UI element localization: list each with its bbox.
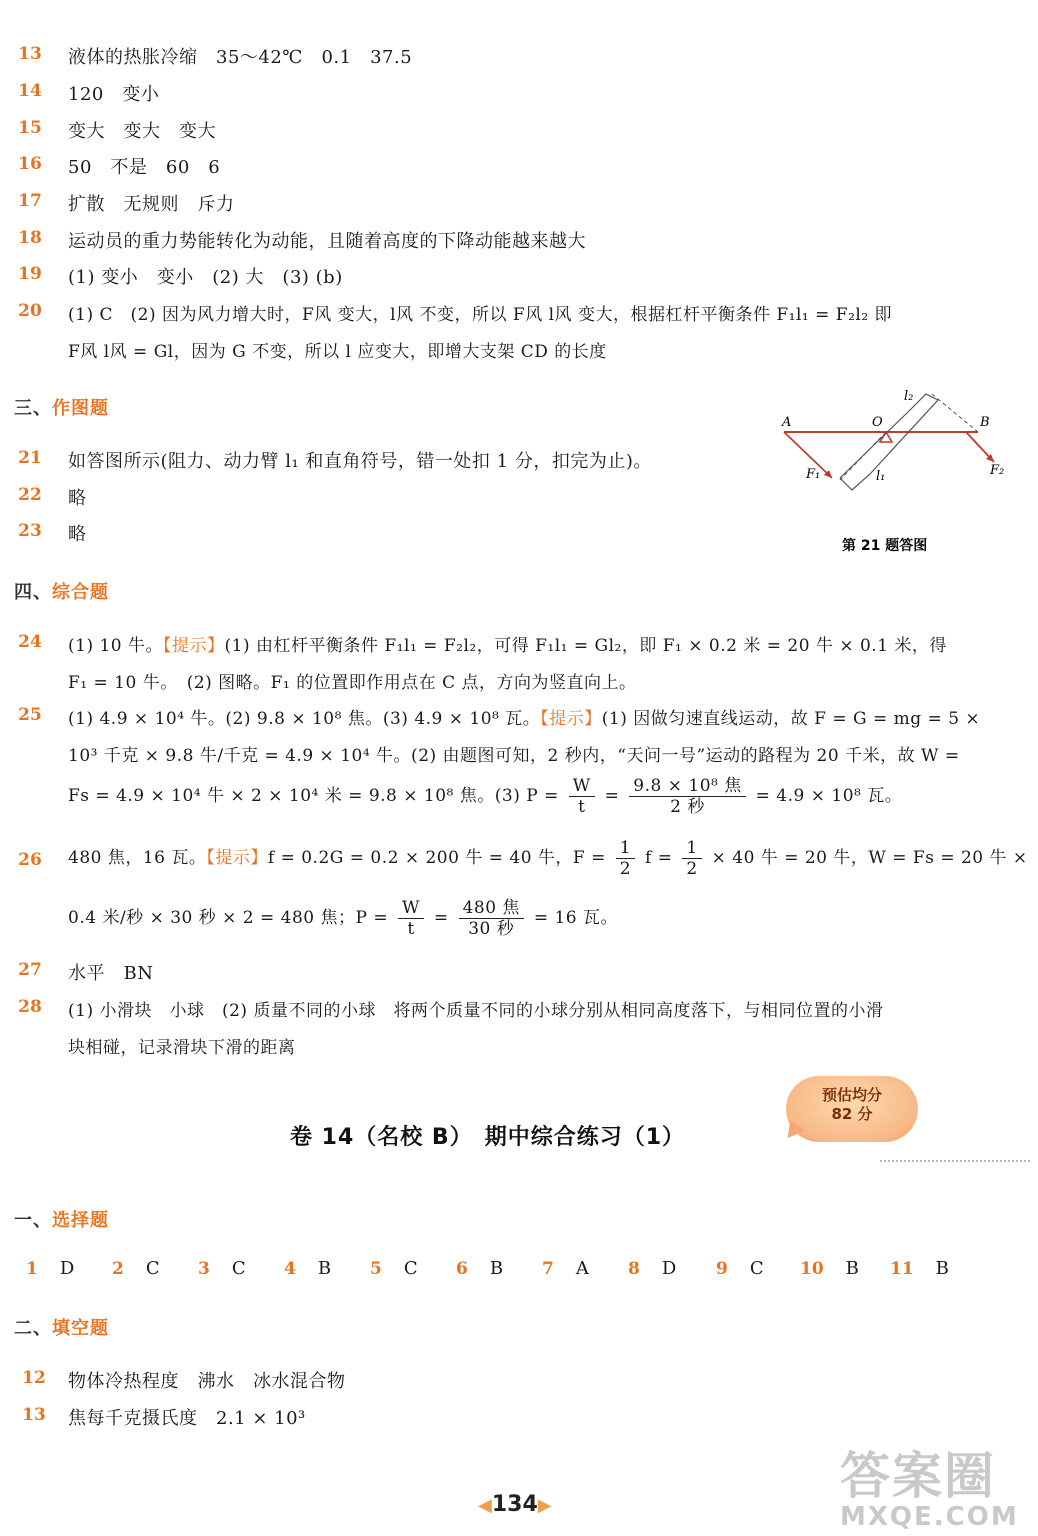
answer-text: 液体的热胀冷缩 35～42℃ 0.1 37.5 <box>68 47 413 68</box>
question-number: 14 <box>18 81 42 101</box>
question-number: 13 <box>22 1405 46 1425</box>
label-F1: F₁ <box>806 467 821 482</box>
answer-text: F₁ = 10 牛。 (2) 图略。F₁ 的位置即作用点在 C 点，方向为竖直向上。 <box>68 673 637 693</box>
lever-diagram <box>770 380 1020 560</box>
watermark <box>840 1436 1030 1532</box>
question-number: 28 <box>18 997 42 1017</box>
hint-text: (1) 因做匀速直线运动，故 F = G = mg = 5 × <box>601 709 981 729</box>
label-F2: F₂ <box>990 463 1005 478</box>
answer-text: (1) 小滑块 小球 (2) 质量不同的小球 将两个质量不同的小球分别从相同高度落下，与相同位置的小滑 <box>68 1001 884 1021</box>
answer-formula <box>68 838 1028 879</box>
section-label: 选择题 <box>52 1210 109 1231</box>
score-badge <box>786 1076 918 1142</box>
answer-text: 焦每千克摄氏度 2.1 × 10³ <box>68 1408 306 1429</box>
hint-text: (1) 由杠杆平衡条件 F₁l₁ = F₂l₂，可得 F₁l₁ = Gl₂，即 F₁ × 0.2 米 = 20 牛 × 0.1 米，得 <box>224 636 947 656</box>
mc-answer: 10 B <box>800 1258 859 1279</box>
lever-arm-l2 <box>932 394 978 432</box>
section-label: 作图题 <box>52 398 109 419</box>
exam-title: 卷 14（名校 B） 期中综合练习（1） <box>290 1125 686 1150</box>
equals-sign: = <box>433 908 449 928</box>
badge-label: 预估均分 <box>821 1086 882 1104</box>
mc-answer: 1 D <box>26 1258 75 1279</box>
question-number: 18 <box>18 228 42 248</box>
watermark-logo: 答案圈 <box>840 1447 996 1505</box>
fraction: $\frac{W}{t}$ <box>398 898 424 939</box>
mc-answer: 3 C <box>198 1258 246 1279</box>
mc-answer: 4 B <box>284 1258 332 1279</box>
fraction: $\frac{W}{t}$ <box>569 776 595 817</box>
mc-answer: 7 A <box>542 1258 589 1279</box>
question-number: 16 <box>18 154 42 174</box>
section-heading <box>14 394 109 420</box>
fraction: $\frac{1}{2}$ <box>616 838 635 879</box>
label-l1: l₁ <box>876 469 886 484</box>
answer-text: 块相碰，记录滑块下滑的距离 <box>68 1038 296 1058</box>
formula-text: Fs = 4.9 × 10⁴ 牛 × 2 × 10⁴ 米 = 9.8 × 10⁸ 焦。(3) P = <box>68 786 559 806</box>
answer-text: 略 <box>68 488 87 509</box>
answer-text: 如答图所示(阻力、动力臂 l₁ 和直角符号，错一处扣 1 分，扣完为止)。 <box>68 451 652 472</box>
answer-text <box>68 704 980 729</box>
question-number: 19 <box>18 264 42 284</box>
section-label: 填空题 <box>52 1318 109 1339</box>
watermark-url: MXQE.COM <box>840 1502 1019 1532</box>
mc-answer: 2 C <box>112 1258 160 1279</box>
question-number: 22 <box>18 485 42 505</box>
formula-text: 0.4 米/秒 × 30 秒 × 2 = 480 焦；P = <box>68 908 389 928</box>
hint-label: 【提示】 <box>163 636 225 656</box>
answer-text: 物体冷热程度 沸水 冰水混合物 <box>68 1371 346 1392</box>
divider <box>880 1160 1030 1162</box>
question-number: 23 <box>18 521 42 541</box>
hint-label: 【提示】 <box>540 709 602 729</box>
question-number: 26 <box>18 850 42 870</box>
mc-answer: 8 D <box>628 1258 677 1279</box>
question-number: 27 <box>18 960 42 980</box>
equals-sign: = <box>604 786 620 806</box>
answer-text: 50 不是 60 6 <box>68 157 221 178</box>
answer-text <box>68 631 947 656</box>
answer-text: 120 变小 <box>68 84 160 105</box>
question-number: 12 <box>22 1368 46 1388</box>
answer-text: (1) C (2) 因为风力增大时，F风 变大，l风 不变，所以 F风 l风 变大，根据杠杆平衡条件 F₁l₁ = F₂l₂ 即 <box>68 305 893 325</box>
figure-caption: 第 21 题答图 <box>842 538 928 554</box>
question-number: 15 <box>18 118 42 138</box>
formula-text: f = <box>645 848 673 868</box>
mc-answer: 11 B <box>890 1258 949 1279</box>
answer-text: 变大 变大 变大 <box>68 121 216 142</box>
fraction: $\frac{1}{2}$ <box>682 838 701 879</box>
section-heading <box>14 578 109 604</box>
section-prefix: 三、 <box>14 398 52 419</box>
question-number: 21 <box>18 448 42 468</box>
answer-text: 运动员的重力势能转化为动能，且随着高度的下降动能越来越大 <box>68 231 586 252</box>
answer-main: (1) 4.9 × 10⁴ 牛。(2) 9.8 × 10⁸ 焦。(3) 4.9 × 10⁸ 瓦。 <box>68 709 541 729</box>
fraction: $\frac{\text{9.8 × 10⁸ 焦}}{\text{2 秒}}$ <box>629 776 745 817</box>
section-prefix: 一、 <box>14 1210 52 1231</box>
question-number: 24 <box>18 632 42 652</box>
formula-result: = 4.9 × 10⁸ 瓦。 <box>755 786 903 806</box>
mc-answer: 6 B <box>456 1258 504 1279</box>
answer-text: (1) 变小 变小 (2) 大 (3) (b) <box>68 267 343 288</box>
answer-main: (1) 10 牛。 <box>68 636 164 656</box>
right-arrow-icon: ▶ <box>537 1495 552 1516</box>
answer-text: F风 l风 = Gl，因为 G 不变，所以 l 应变大，即增大支架 CD 的长度 <box>68 342 607 362</box>
answer-formula <box>68 898 618 939</box>
mc-answer: 9 C <box>716 1258 764 1279</box>
answer-main: 480 焦，16 瓦。 <box>68 848 207 868</box>
answer-formula <box>68 776 902 817</box>
section-prefix: 二、 <box>14 1318 52 1339</box>
hint-label: 【提示】 <box>206 848 268 868</box>
hint-text: f = 0.2G = 0.2 × 200 牛 = 40 牛，F = <box>267 848 606 868</box>
answer-text: 水平 BN <box>68 963 154 984</box>
label-A: A <box>782 415 792 430</box>
section-label: 综合题 <box>52 582 109 603</box>
section-heading <box>14 1206 109 1232</box>
section-heading <box>14 1314 109 1340</box>
question-number: 20 <box>18 301 42 321</box>
page-number <box>478 1492 552 1517</box>
badge-score: 82 分 <box>831 1105 873 1123</box>
mc-answer: 5 C <box>370 1258 418 1279</box>
question-number: 17 <box>18 191 42 211</box>
answer-text: 扩散 无规则 斥力 <box>68 194 235 215</box>
answer-text: 略 <box>68 524 87 545</box>
section-prefix: 四、 <box>14 582 52 603</box>
answer-text: 10³ 千克 × 9.8 牛/千克 = 4.9 × 10⁴ 牛。(2) 由题图可知，2 秒内，“天问一号”运动的路程为 20 千米，故 W = <box>68 746 960 766</box>
label-l2: l₂ <box>904 389 914 404</box>
page-number-text: 134 <box>491 1492 538 1517</box>
fraction: $\frac{\text{480 焦}}{\text{30 秒}}$ <box>459 898 524 939</box>
label-B: B <box>980 415 990 430</box>
label-O: O <box>872 415 883 430</box>
formula-result: = 16 瓦。 <box>533 908 619 928</box>
question-number: 13 <box>18 44 42 64</box>
question-number: 25 <box>18 705 42 725</box>
formula-text: × 40 牛 = 20 牛，W = Fs = 20 牛 × <box>711 848 1028 868</box>
left-arrow-icon: ◀ <box>478 1495 492 1516</box>
